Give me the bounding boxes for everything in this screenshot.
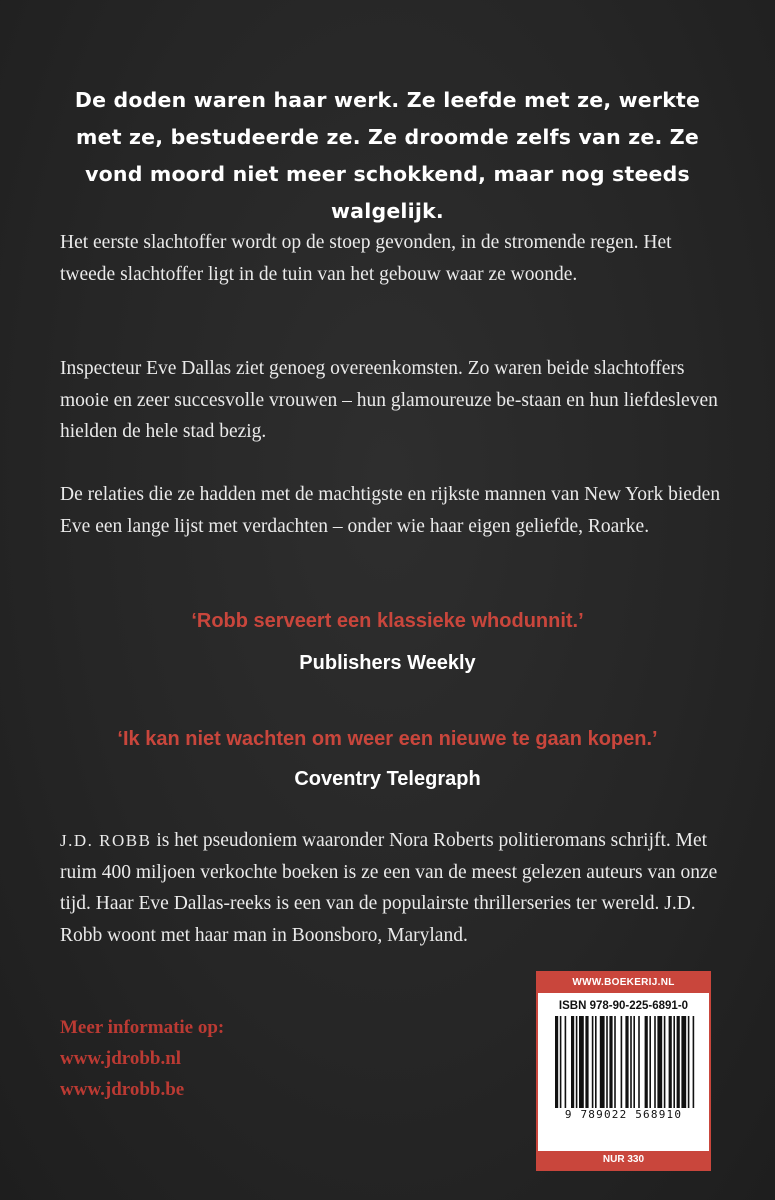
- barcode-bar: [654, 1016, 656, 1108]
- barcode-bar: [668, 1016, 671, 1108]
- isbn-number: ISBN 978-90-225-6891-0: [558, 1000, 689, 1012]
- barcode-bar: [599, 1016, 604, 1108]
- barcode-bar: [609, 1016, 612, 1108]
- barcode-bar: [591, 1016, 593, 1108]
- barcode-bar: [564, 1016, 566, 1108]
- barcode-bar: [687, 1016, 689, 1108]
- barcode-bar: [571, 1016, 574, 1108]
- barcode-bar: [625, 1016, 628, 1108]
- barcode-digits: 9 789022 568910: [564, 1108, 683, 1121]
- barcode-bar: [579, 1016, 584, 1108]
- tagline: De doden waren haar werk. Ze leefde met ze, werkte met ze, bestudeerde ze. Ze droomde zelfs van ze. Ze vond moord niet meer schokkend, maar nog steeds walgelijk.: [74, 88, 701, 223]
- author-bio: [60, 825, 730, 951]
- barcode-box: [536, 971, 711, 1171]
- review-quote-2: ‘Ik kan niet wachten om weer een nieuwe te gaan kopen.’: [117, 728, 658, 750]
- blurb-paragraph-3: De relaties die ze hadden met de machtigste en rijkste mannen van New York bieden Eve een lange lijst met verdachten – onder wie haar eigen geliefde, Roarke.: [60, 484, 721, 537]
- barcode-bar: [644, 1016, 647, 1108]
- more-info: [60, 1012, 224, 1105]
- barcode-bar: [649, 1016, 651, 1108]
- author-bio-text: is het pseudoniem waaronder Nora Roberts politieromans schrijft. Met ruim 400 miljoen verkochte boeken is ze een van de meest gelezen auteurs van onze tijd. Haar Eve Dallas-reeks is een van de populairste thrillerseries ter wereld. J.D. Robb woont met haar man in Boonsboro, Maryland.: [60, 830, 718, 946]
- barcode-bar: [663, 1016, 665, 1108]
- barcode-bar: [676, 1016, 679, 1108]
- review-source-1: Publishers Weekly: [299, 652, 476, 674]
- barcode-bar: [673, 1016, 675, 1108]
- barcode-bar: [638, 1016, 640, 1108]
- barcode-bar: [630, 1016, 632, 1108]
- barcode-image: [549, 1016, 699, 1108]
- barcode-bar: [606, 1016, 608, 1108]
- review-source-2: Coventry Telegraph: [294, 768, 481, 790]
- barcode-bar: [657, 1016, 662, 1108]
- barcode-bar: [614, 1016, 616, 1108]
- barcode-bar: [575, 1016, 577, 1108]
- barcode-bar: [620, 1016, 622, 1108]
- blurb-paragraph-1: Het eerste slachtoffer wordt op de stoep gevonden, in de stromende regen. Het tweede slachtoffer ligt in de tuin van het gebouw waar ze woonde.: [60, 232, 672, 285]
- barcode-bar: [681, 1016, 686, 1108]
- more-info-label: Meer informatie op:: [60, 1017, 225, 1038]
- blurb-paragraph-2: Inspecteur Eve Dallas ziet genoeg overeenkomsten. Zo waren beide slachtoffers mooie en zeer succesvolle vrouwen – hun glamoureuze be-staan en hun liefdesleven hielden de hele stad bezig.: [60, 358, 718, 442]
- barcode-bar: [559, 1016, 561, 1108]
- barcode-bar: [633, 1016, 635, 1108]
- nur-code: NUR 330: [538, 1151, 709, 1169]
- barcode-bar: [585, 1016, 588, 1108]
- review-quote-1: ‘Robb serveert een klassieke whodunnit.’: [191, 610, 584, 632]
- barcode-bar: [595, 1016, 597, 1108]
- more-info-link-nl[interactable]: www.jdrobb.nl: [60, 1048, 182, 1069]
- author-name: J.D. ROBB: [60, 831, 152, 850]
- publisher-url: WWW.BOEKERIJ.NL: [538, 973, 709, 993]
- barcode-bar: [555, 1016, 558, 1108]
- barcode-bar: [692, 1016, 694, 1108]
- more-info-link-be[interactable]: www.jdrobb.be: [60, 1079, 185, 1100]
